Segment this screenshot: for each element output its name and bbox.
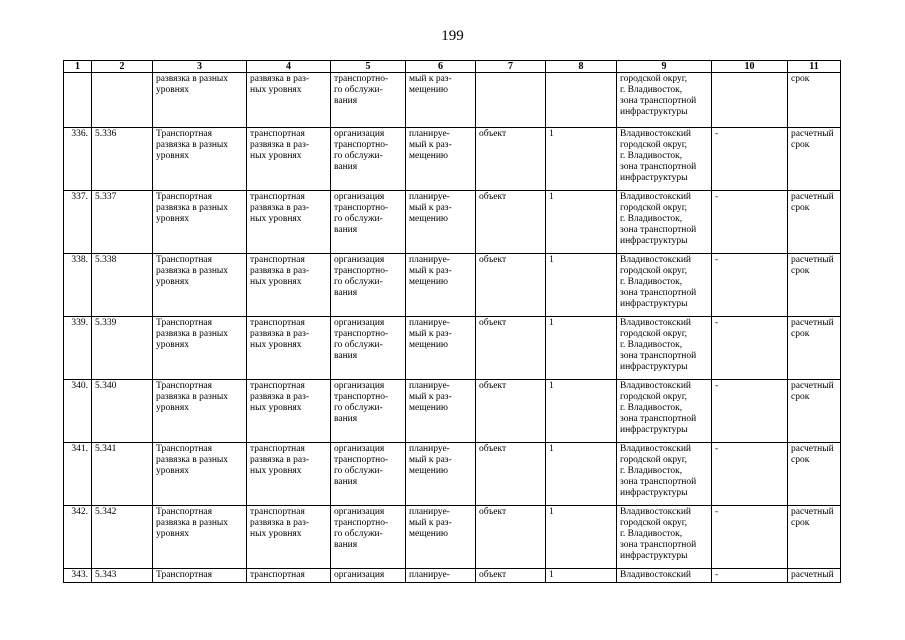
cell-no: 336. bbox=[64, 128, 92, 191]
table-row bbox=[64, 317, 841, 380]
cell-no bbox=[64, 73, 92, 128]
cell-term: срок bbox=[788, 73, 841, 128]
header-cell: 6 bbox=[406, 61, 476, 73]
cell-purpose: организация bbox=[331, 569, 406, 583]
cell-status: планируе- мый к раз- мещению bbox=[406, 506, 476, 569]
page-number: 199 bbox=[441, 28, 464, 44]
cell-code: 5.341 bbox=[92, 443, 153, 506]
cell-code: 5.343 bbox=[92, 569, 153, 583]
cell-code: 5.340 bbox=[92, 380, 153, 443]
cell-zone: - bbox=[712, 254, 788, 317]
cell-name: Транспортная развязка в разных уровнях bbox=[153, 191, 247, 254]
cell-count: 1 bbox=[546, 317, 617, 380]
cell-code: 5.338 bbox=[92, 254, 153, 317]
cell-location: Владивостокский городской округ, г. Владивосток, зона транспортной инфраструктуры bbox=[617, 317, 712, 380]
cell-name: Транспортная развязка в разных уровнях bbox=[153, 506, 247, 569]
cell-zone: - bbox=[712, 443, 788, 506]
table-row bbox=[64, 254, 841, 317]
cell-zone: - bbox=[712, 569, 788, 583]
cell-unit bbox=[476, 73, 546, 128]
cell-status: планируе- bbox=[406, 569, 476, 583]
cell-term: расчетный bbox=[788, 569, 841, 583]
header-cell: 8 bbox=[546, 61, 617, 73]
cell-unit: объект bbox=[476, 254, 546, 317]
cell-purpose: организация транспортно- го обслужи- вания bbox=[331, 380, 406, 443]
cell-purpose: организация транспортно- го обслужи- вания bbox=[331, 506, 406, 569]
table-body bbox=[64, 73, 841, 583]
cell-no: 337. bbox=[64, 191, 92, 254]
header-cell: 11 bbox=[788, 61, 841, 73]
header-cell: 9 bbox=[617, 61, 712, 73]
cell-code bbox=[92, 73, 153, 128]
cell-type: транспортная развязка в раз- ных уровнях bbox=[247, 317, 331, 380]
cell-code: 5.339 bbox=[92, 317, 153, 380]
cell-term: расчетный срок bbox=[788, 317, 841, 380]
cell-code: 5.336 bbox=[92, 128, 153, 191]
cell-zone: - bbox=[712, 380, 788, 443]
header-cell: 5 bbox=[331, 61, 406, 73]
cell-name: Транспортная развязка в разных уровнях bbox=[153, 128, 247, 191]
cell-count: 1 bbox=[546, 128, 617, 191]
cell-status: планируе- мый к раз- мещению bbox=[406, 380, 476, 443]
cell-location: Владивостокский городской округ, г. Владивосток, зона транспортной инфраструктуры bbox=[617, 254, 712, 317]
cell-location: Владивостокский городской округ, г. Владивосток, зона транспортной инфраструктуры bbox=[617, 191, 712, 254]
cell-code: 5.342 bbox=[92, 506, 153, 569]
cell-status: планируе- мый к раз- мещению bbox=[406, 191, 476, 254]
cell-code: 5.337 bbox=[92, 191, 153, 254]
cell-name: Транспортная развязка в разных уровнях bbox=[153, 380, 247, 443]
cell-no: 339. bbox=[64, 317, 92, 380]
cell-type: развязка в раз- ных уровнях bbox=[247, 73, 331, 128]
cell-zone: - bbox=[712, 128, 788, 191]
cell-term: расчетный срок bbox=[788, 506, 841, 569]
cell-no: 342. bbox=[64, 506, 92, 569]
cell-count: 1 bbox=[546, 569, 617, 583]
cell-purpose: организация транспортно- го обслужи- вания bbox=[331, 254, 406, 317]
cell-unit: объект bbox=[476, 191, 546, 254]
table-row bbox=[64, 443, 841, 506]
cell-location: Владивостокский городской округ, г. Владивосток, зона транспортной инфраструктуры bbox=[617, 128, 712, 191]
table-row bbox=[64, 380, 841, 443]
header-cell: 10 bbox=[712, 61, 788, 73]
cell-location: городской округ, г. Владивосток, зона транспортной инфраструктуры bbox=[617, 73, 712, 128]
cell-purpose: организация транспортно- го обслужи- вания bbox=[331, 443, 406, 506]
table-row bbox=[64, 506, 841, 569]
cell-term: расчетный срок bbox=[788, 443, 841, 506]
cell-status: планируе- мый к раз- мещению bbox=[406, 443, 476, 506]
cell-unit: объект bbox=[476, 128, 546, 191]
cell-location: Владивостокский bbox=[617, 569, 712, 583]
cell-zone: - bbox=[712, 317, 788, 380]
cell-status: планируе- мый к раз- мещению bbox=[406, 317, 476, 380]
cell-location: Владивостокский городской округ, г. Владивосток, зона транспортной инфраструктуры bbox=[617, 380, 712, 443]
cell-count: 1 bbox=[546, 380, 617, 443]
cell-status: планируе- мый к раз- мещению bbox=[406, 128, 476, 191]
cell-type: транспортная развязка в раз- ных уровнях bbox=[247, 191, 331, 254]
cell-count bbox=[546, 73, 617, 128]
cell-term: расчетный срок bbox=[788, 128, 841, 191]
cell-purpose: организация транспортно- го обслужи- вания bbox=[331, 128, 406, 191]
cell-no: 343. bbox=[64, 569, 92, 583]
cell-name: Транспортная bbox=[153, 569, 247, 583]
cell-unit: объект bbox=[476, 569, 546, 583]
header-cell: 7 bbox=[476, 61, 546, 73]
cell-purpose: транспортно- го обслужи- вания bbox=[331, 73, 406, 128]
cell-name: Транспортная развязка в разных уровнях bbox=[153, 317, 247, 380]
cell-purpose: организация транспортно- го обслужи- вания bbox=[331, 191, 406, 254]
cell-unit: объект bbox=[476, 380, 546, 443]
header-cell: 3 bbox=[153, 61, 247, 73]
cell-type: транспортная развязка в раз- ных уровнях bbox=[247, 506, 331, 569]
table-row bbox=[64, 128, 841, 191]
cell-type: транспортная развязка в раз- ных уровнях bbox=[247, 128, 331, 191]
cell-zone bbox=[712, 73, 788, 128]
document-table bbox=[63, 60, 841, 583]
cell-unit: объект bbox=[476, 443, 546, 506]
cell-term: расчетный срок bbox=[788, 254, 841, 317]
cell-unit: объект bbox=[476, 317, 546, 380]
cell-type: транспортная развязка в раз- ных уровнях bbox=[247, 254, 331, 317]
cell-type: транспортная bbox=[247, 569, 331, 583]
cell-count: 1 bbox=[546, 443, 617, 506]
continuation-row bbox=[64, 73, 841, 128]
cell-count: 1 bbox=[546, 191, 617, 254]
cell-name: развязка в разных уровнях bbox=[153, 73, 247, 128]
header-cell: 4 bbox=[247, 61, 331, 73]
cell-location: Владивостокский городской округ, г. Владивосток, зона транспортной инфраструктуры bbox=[617, 443, 712, 506]
cell-no: 340. bbox=[64, 380, 92, 443]
cell-no: 338. bbox=[64, 254, 92, 317]
header-cell: 2 bbox=[92, 61, 153, 73]
table-row-partial bbox=[64, 569, 841, 583]
header-cell: 1 bbox=[64, 61, 92, 73]
cell-location: Владивостокский городской округ, г. Владивосток, зона транспортной инфраструктуры bbox=[617, 506, 712, 569]
cell-term: расчетный срок bbox=[788, 380, 841, 443]
cell-purpose: организация транспортно- го обслужи- вания bbox=[331, 317, 406, 380]
cell-count: 1 bbox=[546, 506, 617, 569]
cell-name: Транспортная развязка в разных уровнях bbox=[153, 443, 247, 506]
cell-zone: - bbox=[712, 506, 788, 569]
table-row bbox=[64, 191, 841, 254]
cell-name: Транспортная развязка в разных уровнях bbox=[153, 254, 247, 317]
cell-status: планируе- мый к раз- мещению bbox=[406, 254, 476, 317]
cell-status: мый к раз- мещению bbox=[406, 73, 476, 128]
cell-type: транспортная развязка в раз- ных уровнях bbox=[247, 380, 331, 443]
cell-term: расчетный срок bbox=[788, 191, 841, 254]
cell-type: транспортная развязка в раз- ных уровнях bbox=[247, 443, 331, 506]
cell-count: 1 bbox=[546, 254, 617, 317]
cell-zone: - bbox=[712, 191, 788, 254]
header-row bbox=[64, 61, 841, 73]
cell-unit: объект bbox=[476, 506, 546, 569]
cell-no: 341. bbox=[64, 443, 92, 506]
